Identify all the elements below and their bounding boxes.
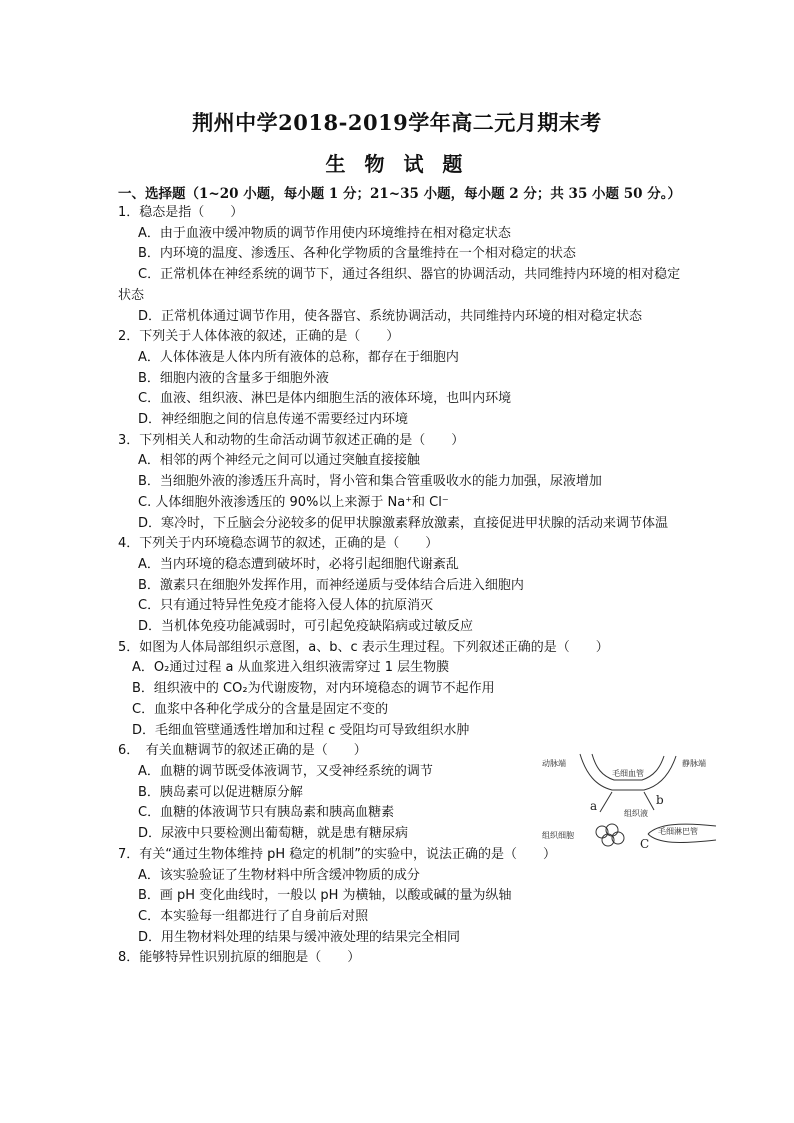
section-heading: 一、选择题（1~20 小题，每小题 1 分；21~35 小题，每小题 2 分；共 35 小题 50 分。） (118, 186, 681, 202)
question-option: D．毛细血管壁通透性增加和过程 c 受阻均可导致组织水肿 (132, 722, 470, 738)
question-option: D．用生物材料处理的结果与缓冲液处理的结果完全相同 (138, 929, 461, 945)
label-tissue-cells: 组织细胞 (542, 831, 574, 840)
question-stem: 6． 有关血糖调节的叙述正确的是（ ） (118, 743, 367, 759)
question-option: B．画 pH 变化曲线时，一般以 pH 为横轴，以酸或碱的量为纵轴 (138, 888, 512, 904)
question-stem: 3．下列相关人和动物的生命活动调节叙述正确的是（ ） (118, 432, 465, 448)
question-option: D．正常机体通过调节作用，使各器官、系统协调活动，共同维持内环境的相对稳定状态 (138, 308, 643, 324)
question-option: A．当内环境的稳态遭到破坏时，必将引起细胞代谢紊乱 (138, 556, 459, 572)
question-option: B．胰岛素可以促进糖原分解 (138, 784, 303, 800)
label-process-b: b (656, 793, 664, 807)
question-option: B．激素只在细胞外发挥作用，而神经递质与受体结合后进入细胞内 (138, 577, 524, 593)
label-process-a: a (590, 799, 598, 813)
label-venous-end: 静脉端 (682, 759, 706, 768)
question-option: A．由于血液中缓冲物质的调节作用使内环境维持在相对稳定状态 (138, 225, 511, 241)
question-stem: 5．如图为人体局部组织示意图，a、b、c 表示生理过程。下列叙述正确的是（ ） (118, 639, 609, 655)
question-option: D．寒冷时，下丘脑会分泌较多的促甲状腺激素释放激素，直接促进甲状腺的活动来调节体温 (138, 515, 669, 531)
question-list (118, 203, 690, 969)
question-option: A．相邻的两个神经元之间可以通过突触直接接触 (138, 453, 420, 469)
question-option: C．正常机体在神经系统的调节下，通过各组织、器官的协调活动，共同维持内环境的相对稳定状态 (118, 267, 681, 303)
tissue-diagram (540, 752, 720, 852)
question-option: D．尿液中只要检测出葡萄糖，就是患有糖尿病 (138, 826, 409, 842)
question-option: C．血浆中各种化学成分的含量是固定不变的 (132, 701, 389, 717)
question-option: A．该实验验证了生物材料中所含缓冲物质的成分 (138, 867, 420, 883)
tissue-diagram-svg (540, 752, 720, 852)
label-arterial-end: 动脉端 (542, 759, 566, 768)
question-stem: 4．下列关于内环境稳态调节的叙述，正确的是（ ） (118, 536, 439, 552)
label-tissue-fluid: 组织液 (624, 809, 648, 818)
question-option: B．细胞内液的含量多于细胞外液 (138, 370, 329, 386)
question-stem: 2．下列关于人体体液的叙述，正确的是（ ） (118, 329, 400, 345)
label-lymph-capillary: 毛细淋巴管 (658, 827, 698, 836)
question-option: A．O₂通过过程 a 从血浆进入组织液需穿过 1 层生物膜 (132, 660, 450, 676)
question-option: C. 人体细胞外液渗透压的 90%以上来源于 Na⁺和 Cl⁻ (138, 494, 449, 510)
question-option: C．血糖的体液调节只有胰岛素和胰高血糖素 (138, 805, 395, 821)
label-process-c: C (640, 837, 650, 851)
question-option: D．当机体免疫功能减弱时，可引起免疫缺陷病或过敏反应 (138, 619, 474, 635)
question-stem: 8．能够特异性识别抗原的细胞是（ ） (118, 950, 361, 966)
question-option: B．组织液中的 CO₂为代谢废物，对内环境稳态的调节不起作用 (132, 681, 495, 697)
question-option: C．本实验每一组都进行了自身前后对照 (138, 908, 369, 924)
question-option: C．血液、组织液、淋巴是体内细胞生活的液体环境，也叫内环境 (138, 391, 512, 407)
question-option: C．只有通过特异性免疫才能将入侵人体的抗原消灭 (138, 598, 434, 614)
question-option: D．神经细胞之间的信息传递不需要经过内环境 (138, 412, 409, 428)
exam-subtitle: 生 物 试 题 (325, 152, 469, 176)
exam-title: 荆州中学2018-2019学年高二元月期末考 (192, 110, 602, 135)
question-option: A．人体体液是人体内所有液体的总称，都存在于细胞内 (138, 349, 459, 365)
question-option: B．当细胞外液的渗透压升高时，肾小管和集合管重吸收水的能力加强，尿液增加 (138, 474, 602, 490)
question-option: B．内环境的温度、渗透压、各种化学物质的含量维持在一个相对稳定的状态 (138, 246, 576, 262)
question-stem: 7．有关“通过生物体维持 pH 稳定的机制”的实验中，说法正确的是（ ） (118, 846, 557, 862)
label-capillary: 毛细血管 (612, 769, 644, 778)
tissue-cells-shape (596, 824, 624, 846)
question-option: A．血糖的调节既受体液调节，又受神经系统的调节 (138, 763, 433, 779)
question-stem: 1．稳态是指（ ） (118, 205, 244, 220)
